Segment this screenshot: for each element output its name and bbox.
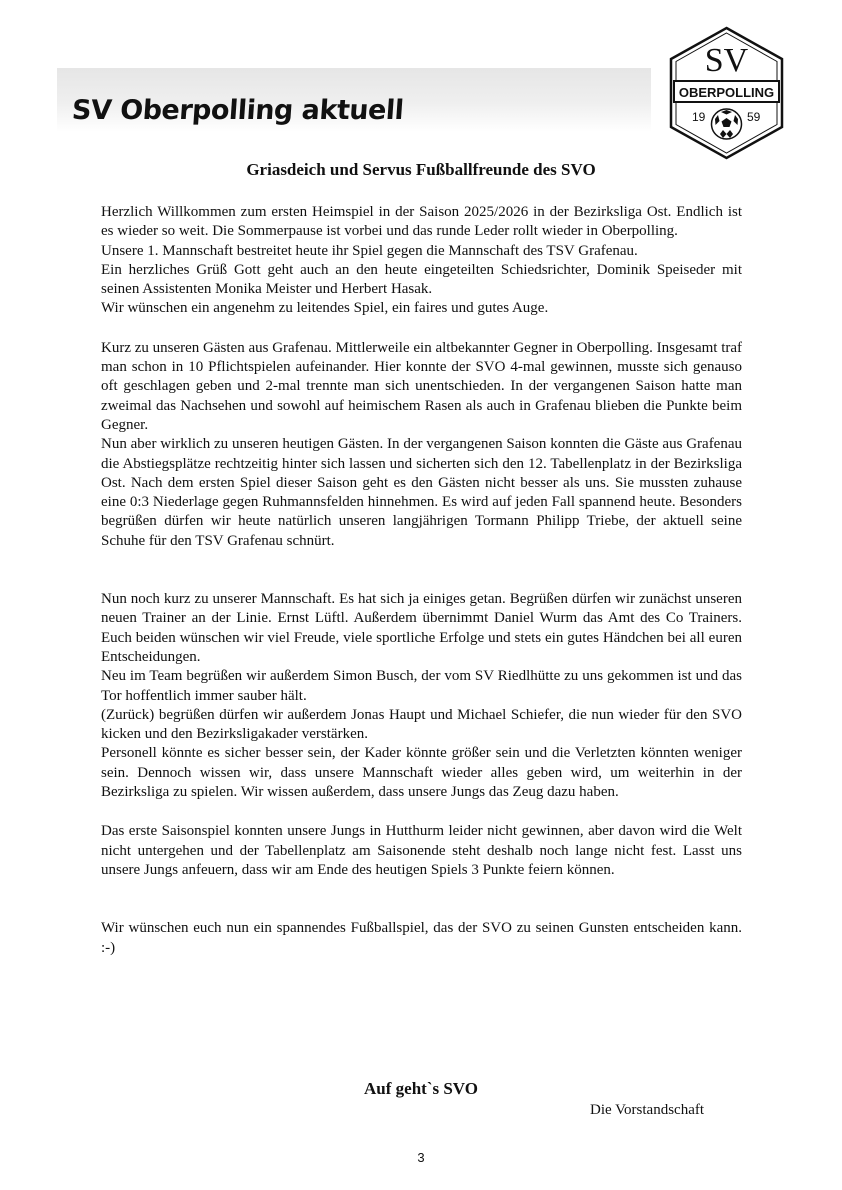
page-heading: Griasdeich und Servus Fußballfreunde des SVO	[246, 160, 596, 179]
article-body	[101, 203, 742, 958]
football-icon	[712, 109, 742, 139]
page-header-title: SV Oberpolling aktuell	[70, 95, 405, 126]
paragraph: Nun aber wirklich zu unseren heutigen Gästen. In der vergangenen Saison konnten die Gäste aus Grafenau die Abstiegsplätze rechtzeitig hinter sich lassen und sicherten sich den 12. Tabellenplatz in der Bezirksliga Ost. Nach dem ersten Spiel dieser Saison geht es den Gästen nicht besser als uns. Sie mussten zuhause eine 0:3 Niederlage gegen Ruhmannsfelden hinnehmen. Es wird auf jeden Fall spannend heute. Besonders begrüßen dürfen wir heute natürlich unseren langjährigen Tormann Philipp Triebe, der aktuell seine Schuhe für den TSV Grafenau schnürt.	[101, 436, 742, 549]
club-logo	[668, 26, 785, 160]
paragraph: Das erste Saisonspiel konnten unsere Jungs in Hutthurm leider nicht gewinnen, aber davon wird die Welt nicht untergehen und der Tabellenplatz am Saisonende steht deshalb noch lange nicht fest. Lasst uns unsere Jungs anfeuern, dass wir am Ende des heutigen Spiels 3 Punkte feiern können.	[101, 823, 742, 878]
paragraph: Ein herzliches Grüß Gott geht auch an den heute eingeteilten Schiedsrichter, Dominik Speiseder mit seinen Assistenten Monika Meister und Herbert Hasak.	[101, 261, 742, 298]
paragraph: (Zurück) begrüßen dürfen wir außerdem Jonas Haupt und Michael Schiefer, die nun wieder für den SVO kicken und den Bezirksligakader verstärken.	[101, 706, 742, 743]
paragraph: Wir wünschen euch nun ein spannendes Fußballspiel, das der SVO zu seinen Gunsten entscheiden kann. :-)	[101, 920, 742, 956]
closing-line: Auf geht`s SVO	[364, 1079, 478, 1098]
signature: Die Vorstandschaft	[590, 1102, 705, 1118]
paragraph: Personell könnte es sicher besser sein, der Kader könnte größer sein und die Verletzten könnten weniger sein. Dennoch wissen wir, dass unsere Mannschaft wieder alles geben wird, um weiterhin in der Bezirksliga zu spielen. Wir wissen außerdem, dass unsere Jungs das Zeug dazu haben.	[101, 745, 742, 801]
paragraph: Nun noch kurz zu unserer Mannschaft. Es hat sich ja einiges getan. Begrüßen dürfen wir zunächst unseren neuen Trainer an der Linie. Ernst Lüftl. Außerdem übernimmt Daniel Wurm das Amt des Co Trainers. Euch beiden wünschen wir viel Freude, viele sportliche Erfolge und stets ein gutes Händchen bei all euren Entscheidungen.	[101, 591, 742, 665]
paragraph: Unsere 1. Mannschaft bestreitet heute ihr Spiel gegen die Mannschaft des TSV Grafenau.	[101, 242, 638, 259]
logo-club-name: OBERPOLLING	[678, 85, 775, 100]
logo-year-left: 19	[692, 110, 706, 124]
page-number: 3	[417, 1150, 425, 1165]
paragraph: Kurz zu unseren Gästen aus Grafenau. Mittlerweile ein altbekannter Gegner in Oberpolling. Insgesamt traf man schon in 10 Pflichtspielen aufeinander. Hier konnte der SVO 4-mal gewinnen, musste sich genauso oft geschlagen geben und 2-mal trennte man sich unentschieden. In der vergangenen Saison hatte man zweimal das Nachsehen und sowohl auf heimischem Rasen als auch in Grafenau blieben die Punkte beim Gegner.	[101, 339, 743, 433]
logo-initials: SV	[704, 42, 749, 79]
paragraph: Neu im Team begrüßen wir außerdem Simon Busch, der vom SV Riedlhütte zu uns gekommen ist und das Tor hoffentlich immer sauber hält.	[101, 668, 742, 704]
logo-year-right: 59	[747, 110, 761, 124]
paragraph: Herzlich Willkommen zum ersten Heimspiel in der Saison 2025/2026 in der Bezirksliga Ost. Endlich ist es wieder so weit. Die Sommerpause ist vorbei und das runde Leder rollt wieder in Oberpolling.	[101, 204, 742, 240]
paragraph: Wir wünschen ein angenehm zu leitendes Spiel, ein faires und gutes Auge.	[101, 300, 549, 317]
